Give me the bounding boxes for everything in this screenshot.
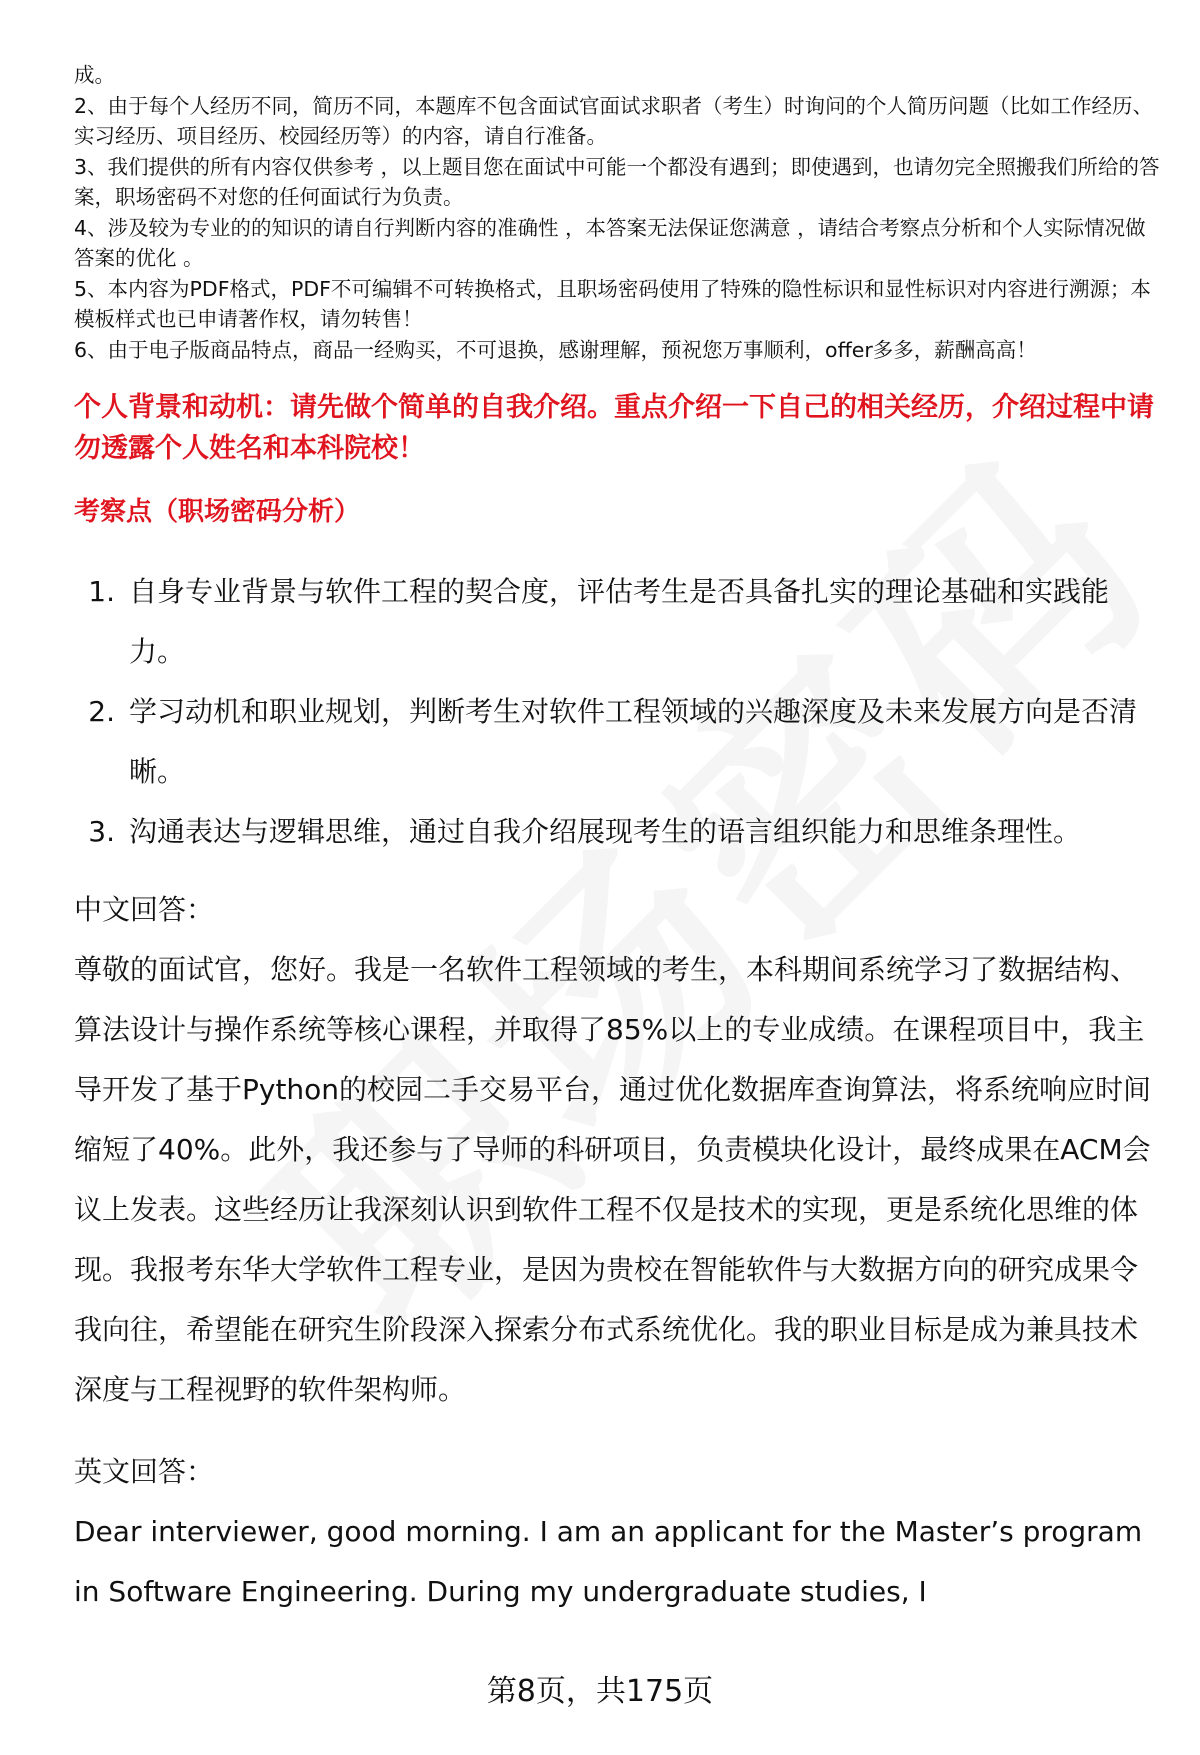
question-heading: 个人背景和动机：请先做个简单的自我介绍。重点介绍一下自己的相关经历，介绍过程中请勿透露个人姓名和本科院校！ — [74, 392, 1154, 464]
point-item — [74, 682, 1164, 802]
point-text: 自身专业背景与软件工程的契合度，评估考生是否具备扎实的理论基础和实践能力。 — [129, 575, 1110, 668]
point-number: 2. — [88, 695, 115, 728]
chinese-answer-label: 中文回答： — [74, 893, 215, 926]
point-text: 学习动机和职业规划，判断考生对软件工程领域的兴趣深度及未来发展方向是否清晰。 — [129, 695, 1138, 788]
note-item: 2、由于每个人经历不同，简历不同，本题库不包含面试官面试求职者（考生）时询问的个人简历问题（比如工作经历、实习经历、项目经历、校园经历等）的内容，请自行准备。 — [74, 93, 1154, 148]
note-item: 3、我们提供的所有内容仅供参考 ，以上题目您在面试中可能一个都没有遇到；即使遇到，也请勿完全照搬我们所给的答案，职场密码不对您的任何面试行为负责。 — [74, 154, 1160, 209]
note-item: 4、涉及较为专业的的知识的请自行判断内容的准确性 ，本答案无法保证您满意 ，请结合考察点分析和个人实际情况做答案的优化 。 — [74, 215, 1146, 270]
point-number: 1. — [88, 575, 115, 608]
english-answer-text: Dear interviewer, good morning. I am an applicant for the Master’s program in Software Engineering. During my undergraduate studies, I — [74, 1515, 1143, 1608]
point-item — [74, 562, 1164, 682]
points-title: 考察点（职场密码分析） — [74, 497, 361, 527]
page-content — [74, 60, 1164, 1622]
note-item: 成。 — [74, 63, 115, 87]
english-answer-label: 英文回答： — [74, 1455, 215, 1488]
note-item: 5、本内容为PDF格式，PDF不可编辑不可转换格式，且职场密码使用了特殊的隐性标识和显性标识对内容进行溯源；本模板样式也已申请著作权，请勿转售！ — [74, 276, 1151, 331]
point-number: 3. — [88, 815, 115, 848]
point-text: 沟通表达与逻辑思维，通过自我介绍展现考生的语言组织能力和思维条理性。 — [129, 815, 1082, 848]
point-item — [74, 802, 1164, 862]
notes-section — [74, 60, 1164, 365]
points-list — [74, 562, 1164, 862]
chinese-answer-text: 尊敬的面试官，您好。我是一名软件工程领域的考生，本科期间系统学习了数据结构、算法设计与操作系统等核心课程，并取得了85%以上的专业成绩。在课程项目中，我主导开发了基于Python的校园二手交易平台，通过优化数据库查询算法，将系统响应时间缩短了40%。此外，我还参与了导师的科研项目，负责模块化设计，最终成果在ACM会议上发表。这些经历让我深刻认识到软件工程不仅是技术的实现，更是系统化思维的体现。我报考东华大学软件工程专业，是因为贵校在智能软件与大数据方向的研究成果令我向往，希望能在研究生阶段深入探索分布式系统优化。我的职业目标是成为兼具技术深度与工程视野的软件架构师。 — [74, 953, 1152, 1406]
page-number-footer: 第8页，共175页 — [486, 1674, 714, 1709]
note-item: 6、由于电子版商品特点，商品一经购买，不可退换，感谢理解，预祝您万事顺利，offer多多，薪酬高高！ — [74, 337, 1037, 362]
